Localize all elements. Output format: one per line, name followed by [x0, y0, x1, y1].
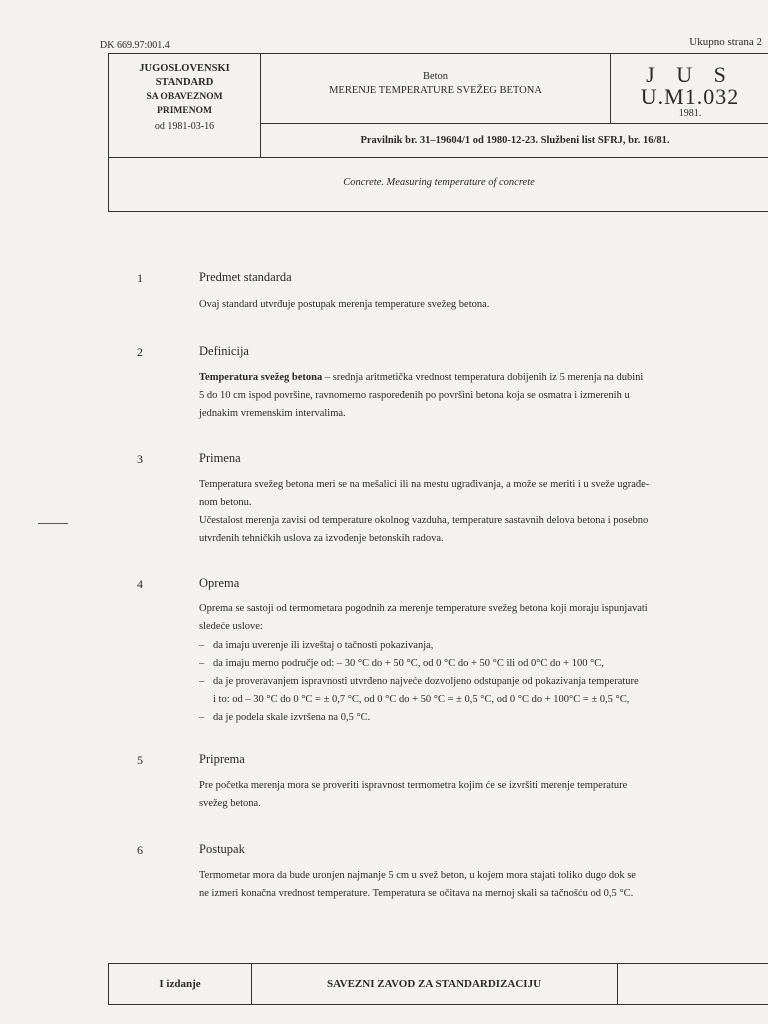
list-item: – da je proveravanjem ispravnosti utvrđeno najveće dozvoljeno odstupanje od pokazivanja temperature	[199, 676, 639, 687]
header-frame	[108, 53, 768, 212]
requirements-list	[199, 637, 747, 727]
paragraph-line: 5 do 10 cm ispod površine, ravnomerno raspoređenih po površini betona koja se osmatra i izmerenih u	[199, 390, 630, 401]
edition-label: I izdanje	[109, 964, 252, 1004]
paragraph-line: Temperatura svežeg betona meri se na mešalici ili na mestu ugrađivanja, a može se meriti i u sveže ugrađe-	[199, 479, 650, 490]
regulation-line: Pravilnik br. 31–19604/1 od 1980-12-23. Službeni list SFRJ, br. 16/81.	[360, 135, 670, 146]
title-box	[261, 54, 611, 124]
paragraph-line: Oprema se sastoji od termometara pogodnih za merenje temperature svežeg betona koji moraju ispunjavati	[199, 603, 648, 614]
standard-type-line1: JUGOSLOVENSKI	[139, 63, 230, 74]
paragraph-line: nom betonu.	[199, 497, 252, 508]
section-text	[199, 476, 747, 548]
paragraph-line: ne izmeri konačna vrednost temperature. Temperatura se očitava na mernoj skali sa tačnošću od 0,5 °C.	[199, 888, 634, 899]
standard-date: od 1981-03-16	[154, 121, 215, 132]
footer-bar	[108, 963, 768, 1005]
institute-name: SAVEZNI ZAVOD ZA STANDARDIZACIJU	[251, 964, 618, 1004]
section-text	[199, 867, 747, 903]
paragraph-line: jednakim vremenskim intervalima.	[199, 408, 346, 419]
standard-type-box	[109, 54, 261, 157]
header-row	[109, 54, 768, 158]
standard-type-line3: SA OBAVEZNOM	[146, 92, 223, 102]
paragraph-line: sledeće uslove:	[199, 621, 263, 632]
section-title: Primena	[199, 451, 241, 465]
paragraph-line	[199, 369, 747, 387]
paragraph-line: svežeg betona.	[199, 798, 261, 809]
section-text	[199, 600, 747, 636]
defined-term: Temperatura svežeg betona	[199, 372, 323, 383]
section-title: Priprema	[199, 752, 245, 766]
english-title: Concrete. Measuring temperature of concrete	[109, 157, 768, 212]
section-number: 1	[137, 271, 143, 285]
section-title: Postupak	[199, 842, 245, 856]
section-number: 2	[137, 345, 143, 359]
list-item: – da imaju uverenje ili izveštaj o tačnosti pokazivanja,	[199, 640, 434, 651]
standard-type-line2: STANDARD	[155, 77, 214, 88]
paragraph-line: utvrđenih tehničkih uslova za izvođenje betonskih radova.	[199, 533, 444, 544]
section-text	[199, 777, 747, 813]
jus-label: J U S	[646, 62, 734, 87]
page-count: Ukupno strana 2	[689, 36, 762, 48]
paragraph-line: Učestalost merenja zavisi od temperature okolnog vazduha, temperature sastavnih delova betona i posebno	[199, 515, 649, 526]
list-item: – da imaju merno područje od: – 30 °C do + 50 °C, od 0 °C do + 50 °C ili od 0°C do + 100 °C,	[199, 658, 604, 669]
udk-number: DK 669.97:001.4	[100, 40, 170, 51]
section-number: 4	[137, 577, 143, 591]
section-number: 5	[137, 753, 143, 767]
code-box	[611, 54, 768, 124]
section-title: Predmet standarda	[199, 270, 292, 284]
list-item: – da je podela skale izvršena na 0,5 °C.	[199, 712, 371, 723]
paragraph-line: Pre početka merenja mora se proveriti ispravnost termometra kojim će se izvršiti merenje temperature	[199, 780, 628, 791]
document-title: MERENJE TEMPERATURE SVEŽEG BETONA	[329, 85, 542, 96]
definition-text: – srednja aritmetička vrednost temperatura dobijenih iz 5 merenja na dubini	[322, 372, 644, 383]
paragraph-line: Termometar mora da bude uronjen najmanje 5 cm u svež beton, u kojem mora stajati toliko dugo dok se	[199, 870, 636, 881]
list-item-continuation: i to: od – 30 °C do 0 °C = ± 0,7 °C, od 0 °C do + 50 °C = ± 0,5 °C, od 0 °C do + 100°C = ± 0,5 °C,	[213, 694, 630, 705]
standard-code: U.M1.032	[640, 84, 740, 109]
section-number: 6	[137, 843, 143, 857]
section-text	[199, 296, 747, 314]
paragraph-line: Ovaj standard utvrđuje postupak merenja temperature svežeg betona.	[199, 299, 490, 310]
standard-year: 1981.	[678, 108, 702, 119]
section-title: Definicija	[199, 344, 249, 358]
margin-mark	[38, 523, 68, 524]
standard-type-line4: PRIMENOM	[157, 106, 212, 116]
section-number: 3	[137, 452, 143, 466]
section-text	[199, 369, 747, 423]
section-title: Oprema	[199, 576, 240, 590]
subject: Beton	[422, 71, 449, 82]
